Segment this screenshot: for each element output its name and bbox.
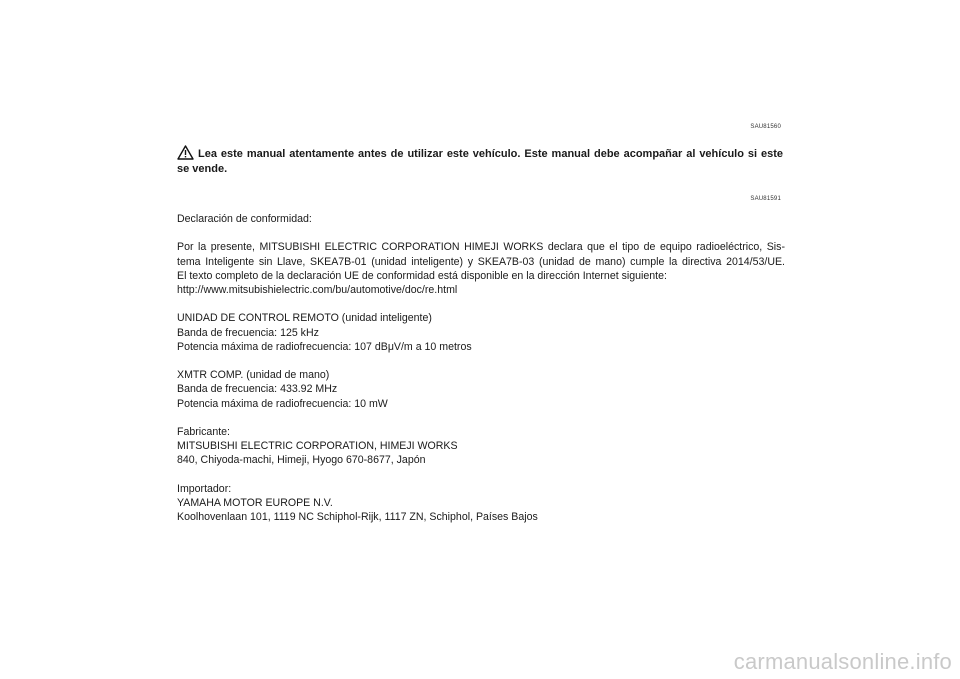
manufacturer-line: 840, Chiyoda-machi, Himeji, Hyogo 670-8677, Japón bbox=[177, 454, 426, 467]
section-code-top: SAU81560 bbox=[750, 124, 781, 130]
remote-unit-line: Potencia máxima de radiofrecuencia: 107 dBμV/m a 10 metros bbox=[177, 340, 472, 353]
warning-text: Lea este manual atentamente antes de utilizar este vehículo. Este manual debe acompañar al vehículo si este se vende. bbox=[177, 148, 783, 175]
handheld-unit-line: Potencia máxima de radiofrecuencia: 10 mW bbox=[177, 397, 388, 410]
remote-unit-line: Banda de frecuencia: 125 kHz bbox=[177, 326, 319, 339]
declaration-url: http://www.mitsubishielectric.com/bu/automotive/doc/re.html bbox=[177, 284, 458, 296]
declaration-line: El texto completo de la declaración UE de conformidad está disponible en la dirección Internet siguiente: bbox=[177, 269, 667, 282]
watermark: carmanualsonline.info bbox=[733, 649, 952, 674]
declaration-heading: Declaración de conformidad: bbox=[177, 213, 312, 225]
declaration-statement bbox=[177, 240, 785, 297]
declaration-heading-block bbox=[177, 212, 785, 226]
manufacturer-line: Fabricante: bbox=[177, 425, 230, 438]
importer-block bbox=[177, 482, 785, 525]
importer-line: Koolhovenlaan 101, 1119 NC Schiphol-Rijk, 1117 ZN, Schiphol, Países Bajos bbox=[177, 511, 538, 524]
importer-line: YAMAHA MOTOR EUROPE N.V. bbox=[177, 496, 333, 509]
manufacturer-block bbox=[177, 425, 785, 468]
warning-notice bbox=[177, 145, 783, 177]
declaration-line: Por la presente, MITSUBISHI ELECTRIC CORPORATION HIMEJI WORKS declara que el tipo de equipo radioeléctrico, Sis- bbox=[177, 241, 785, 254]
remote-unit-block bbox=[177, 311, 785, 354]
section-code-second: SAU81591 bbox=[750, 196, 781, 202]
handheld-unit-line: Banda de frecuencia: 433.92 MHz bbox=[177, 383, 338, 396]
declaration-line: tema Inteligente sin Llave, SKEA7B-01 (unidad inteligente) y SKEA7B-03 (unidad de mano) cumple la directiva 2014/53/UE. bbox=[177, 255, 785, 268]
remote-unit-line: UNIDAD DE CONTROL REMOTO (unidad inteligente) bbox=[177, 312, 432, 325]
warning-triangle-icon bbox=[177, 145, 194, 160]
handheld-unit-block bbox=[177, 368, 785, 411]
importer-line: Importador: bbox=[177, 482, 232, 495]
handheld-unit-line: XMTR COMP. (unidad de mano) bbox=[177, 369, 330, 382]
manufacturer-line: MITSUBISHI ELECTRIC CORPORATION, HIMEJI WORKS bbox=[177, 440, 458, 453]
declaration-body bbox=[177, 212, 785, 539]
